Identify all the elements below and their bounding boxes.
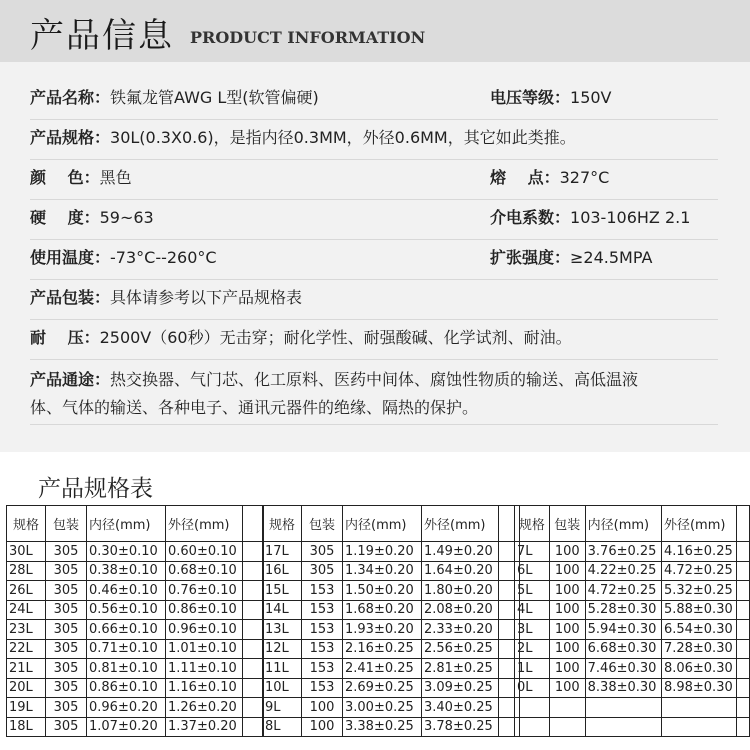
table-cell: 100 — [302, 698, 343, 718]
table-cell: 7.46±0.30 — [585, 659, 661, 679]
table-row — [263, 542, 520, 562]
table-row — [263, 717, 520, 737]
table-cell: 9L — [263, 698, 302, 718]
table-cell: 305 — [46, 581, 87, 601]
table-cell: 8.38±0.30 — [585, 678, 661, 698]
table-cell: 22L — [7, 639, 46, 659]
table-cell: 100 — [549, 581, 585, 601]
table-cell: 6.68±0.30 — [585, 639, 661, 659]
table-cell: 1.11±0.10 — [166, 659, 243, 679]
table-cell: 1.16±0.10 — [166, 678, 243, 698]
page-title: 产品信息 — [30, 16, 174, 56]
header-bar — [0, 0, 750, 62]
use-value-1: 热交换器、气门芯、化工原料、医药中间体、腐蚀性物质的输送、高低温液 — [110, 370, 639, 389]
table-cell: 10L — [263, 678, 302, 698]
table-cell: 17L — [263, 542, 302, 562]
table-cell: 5.32±0.25 — [661, 581, 736, 601]
tens-value: ≥24.5MPA — [570, 248, 653, 267]
table-row — [7, 581, 264, 601]
table-cell: 100 — [549, 639, 585, 659]
table-cell: 305 — [46, 561, 87, 581]
table-cell: 26L — [7, 581, 46, 601]
column-header: 内径(mm) — [585, 506, 661, 542]
table-cell: 1.19±0.20 — [343, 542, 422, 562]
voltage-value: 150V — [570, 88, 612, 107]
table-row — [263, 659, 520, 679]
name-value: 铁氟龙管AWG L型(软管偏硬) — [110, 88, 319, 107]
column-header: 规格 — [263, 506, 302, 542]
spec-table-title: 产品规格表 — [38, 476, 153, 502]
table-cell: 3.00±0.25 — [343, 698, 422, 718]
pack-label: 产品包装： — [30, 288, 111, 307]
table-row — [263, 600, 520, 620]
table-cell: 5L — [515, 581, 550, 601]
table-row — [263, 639, 520, 659]
table-cell: 153 — [302, 659, 343, 679]
table-cell: 3.78±0.25 — [422, 717, 499, 737]
table-cell: 0.81±0.10 — [87, 659, 166, 679]
table-cell: 19L — [7, 698, 46, 718]
table-cell: 0.68±0.10 — [166, 561, 243, 581]
table-cell: 2.08±0.20 — [422, 600, 499, 620]
table-cell — [661, 717, 736, 737]
table-cell: 20L — [7, 678, 46, 698]
table-cell: 0.76±0.10 — [166, 581, 243, 601]
spacer-cell — [243, 600, 264, 620]
table-cell: 3L — [515, 620, 550, 640]
table-cell: 2.41±0.25 — [343, 659, 422, 679]
spec-table-1 — [6, 505, 264, 737]
table-cell: 6.54±0.30 — [661, 620, 736, 640]
table-cell: 1L — [515, 659, 550, 679]
table-row — [515, 639, 750, 659]
info-row-name — [30, 85, 718, 120]
table-cell — [515, 698, 550, 718]
spacer-cell — [737, 581, 750, 601]
table-cell: 0.96±0.20 — [87, 698, 166, 718]
table-cell: 100 — [549, 600, 585, 620]
table-cell: 3.76±0.25 — [585, 542, 661, 562]
color-value: 黑色 — [99, 168, 132, 187]
table-row — [7, 678, 264, 698]
table-cell: 305 — [46, 600, 87, 620]
table-cell — [549, 717, 585, 737]
table-row — [7, 717, 264, 737]
press-label: 耐 压： — [30, 328, 100, 347]
table-cell: 305 — [302, 542, 343, 562]
column-header: 外径(mm) — [661, 506, 736, 542]
spacer-cell — [243, 659, 264, 679]
diel-value: 103-106HZ 2.1 — [570, 208, 691, 227]
table-cell: 3.09±0.25 — [422, 678, 499, 698]
table-cell: 0.71±0.10 — [87, 639, 166, 659]
column-header: 内径(mm) — [343, 506, 422, 542]
table-cell: 1.50±0.20 — [343, 581, 422, 601]
table-cell: 2.33±0.20 — [422, 620, 499, 640]
spacer-cell — [737, 600, 750, 620]
hard-value: 59~63 — [99, 208, 154, 227]
spacer-cell — [737, 717, 750, 737]
spacer-cell — [737, 542, 750, 562]
table-cell: 0.86±0.10 — [166, 600, 243, 620]
info-row-hardness — [30, 205, 718, 240]
table-cell: 28L — [7, 561, 46, 581]
table-cell: 2.81±0.25 — [422, 659, 499, 679]
table-cell: 153 — [302, 639, 343, 659]
page-subtitle: PRODUCT INFORMATION — [190, 28, 426, 47]
table-row — [515, 717, 750, 737]
table-cell: 2.56±0.25 — [422, 639, 499, 659]
table-cell: 4.72±0.25 — [661, 561, 736, 581]
spacer-cell — [737, 678, 750, 698]
spacer-cell — [737, 506, 750, 542]
table-cell: 8.06±0.30 — [661, 659, 736, 679]
spacer-cell — [737, 620, 750, 640]
table-cell: 0.96±0.10 — [166, 620, 243, 640]
info-row-pack — [30, 285, 718, 320]
table-cell: 305 — [46, 620, 87, 640]
table-cell: 1.34±0.20 — [343, 561, 422, 581]
column-header: 包装 — [46, 506, 87, 542]
table-cell: 0.30±0.10 — [87, 542, 166, 562]
spec-table-2 — [262, 505, 520, 737]
spacer-cell — [737, 639, 750, 659]
table-cell: 100 — [549, 659, 585, 679]
spacer-cell — [243, 506, 264, 542]
table-row — [515, 620, 750, 640]
table-row — [7, 698, 264, 718]
table-cell: 1.93±0.20 — [343, 620, 422, 640]
spacer-cell — [243, 561, 264, 581]
table-row — [515, 581, 750, 601]
table-cell: 4L — [515, 600, 550, 620]
table-cell — [515, 717, 550, 737]
melt-value: 327°C — [559, 168, 610, 187]
name-label: 产品名称： — [30, 88, 111, 107]
table-cell: 1.01±0.10 — [166, 639, 243, 659]
spec-table-3 — [514, 505, 750, 737]
table-row — [515, 542, 750, 562]
table-row — [263, 561, 520, 581]
table-cell: 23L — [7, 620, 46, 640]
voltage-label: 电压等级： — [490, 88, 571, 107]
table-cell: 24L — [7, 600, 46, 620]
diel-label: 介电系数： — [490, 208, 571, 227]
column-header: 外径(mm) — [166, 506, 243, 542]
table-header-row — [7, 506, 264, 542]
column-header: 规格 — [7, 506, 46, 542]
table-cell: 21L — [7, 659, 46, 679]
table-cell: 18L — [7, 717, 46, 737]
spacer-cell — [243, 620, 264, 640]
table-cell — [585, 717, 661, 737]
table-header-row — [515, 506, 750, 542]
table-cell: 0.66±0.10 — [87, 620, 166, 640]
table-cell: 6L — [515, 561, 550, 581]
table-row — [515, 659, 750, 679]
column-header: 包装 — [549, 506, 585, 542]
column-header: 包装 — [302, 506, 343, 542]
table-cell — [585, 698, 661, 718]
table-cell: 7.28±0.30 — [661, 639, 736, 659]
table-cell: 100 — [549, 542, 585, 562]
table-cell: 0.56±0.10 — [87, 600, 166, 620]
spacer-cell — [737, 561, 750, 581]
info-row-pressure — [30, 325, 718, 360]
table-cell: 305 — [46, 542, 87, 562]
table-cell: 305 — [46, 717, 87, 737]
table-row — [7, 639, 264, 659]
table-row — [263, 698, 520, 718]
spacer-cell — [737, 659, 750, 679]
table-cell: 305 — [46, 639, 87, 659]
table-cell: 305 — [302, 561, 343, 581]
table-cell: 5.28±0.30 — [585, 600, 661, 620]
column-header: 内径(mm) — [87, 506, 166, 542]
spec-value: 30L(0.3X0.6)，是指内径0.3MM，外径0.6MM，其它如此类推。 — [110, 128, 576, 147]
table-cell: 2.69±0.25 — [343, 678, 422, 698]
table-cell: 1.68±0.20 — [343, 600, 422, 620]
table-cell: 8L — [263, 717, 302, 737]
table-row — [7, 561, 264, 581]
table-cell: 2L — [515, 639, 550, 659]
spacer-cell — [243, 581, 264, 601]
table-cell: 15L — [263, 581, 302, 601]
table-cell: 153 — [302, 581, 343, 601]
info-row-spec — [30, 125, 718, 160]
table-cell: 0.60±0.10 — [166, 542, 243, 562]
table-cell: 4.22±0.25 — [585, 561, 661, 581]
info-row-temp — [30, 245, 718, 280]
table-cell: 13L — [263, 620, 302, 640]
table-cell: 305 — [46, 659, 87, 679]
tens-label: 扩张强度： — [490, 248, 571, 267]
table-cell: 4.16±0.25 — [661, 542, 736, 562]
table-row — [7, 659, 264, 679]
table-cell: 100 — [549, 678, 585, 698]
table-cell: 14L — [263, 600, 302, 620]
table-cell: 153 — [302, 600, 343, 620]
table-cell — [549, 698, 585, 718]
table-cell: 8.98±0.30 — [661, 678, 736, 698]
table-cell: 16L — [263, 561, 302, 581]
table-cell: 0L — [515, 678, 550, 698]
table-cell: 12L — [263, 639, 302, 659]
table-cell: 100 — [549, 561, 585, 581]
info-row-use — [30, 366, 718, 425]
table-cell: 3.40±0.25 — [422, 698, 499, 718]
pack-value: 具体请参考以下产品规格表 — [110, 288, 303, 307]
table-cell — [661, 698, 736, 718]
table-cell: 30L — [7, 542, 46, 562]
table-cell: 305 — [46, 698, 87, 718]
table-cell: 305 — [46, 678, 87, 698]
spacer-cell — [243, 717, 264, 737]
table-cell: 2.16±0.25 — [343, 639, 422, 659]
table-cell: 153 — [302, 678, 343, 698]
spacer-cell — [243, 542, 264, 562]
table-row — [263, 581, 520, 601]
table-cell: 100 — [549, 620, 585, 640]
table-cell: 1.64±0.20 — [422, 561, 499, 581]
table-cell: 1.37±0.20 — [166, 717, 243, 737]
table-row — [515, 698, 750, 718]
table-cell: 100 — [302, 717, 343, 737]
melt-label: 熔 点： — [490, 168, 560, 187]
table-cell: 1.07±0.20 — [87, 717, 166, 737]
hard-label: 硬 度： — [30, 208, 100, 227]
table-cell: 1.49±0.20 — [422, 542, 499, 562]
color-label: 颜 色： — [30, 168, 100, 187]
table-row — [263, 620, 520, 640]
table-cell: 1.80±0.20 — [422, 581, 499, 601]
use-value-2: 体、气体的输送、各种电子、通讯元器件的绝缘、隔热的保护。 — [30, 398, 479, 417]
use-label: 产品通途： — [30, 370, 111, 389]
table-row — [7, 600, 264, 620]
table-row — [515, 561, 750, 581]
table-cell: 1.26±0.20 — [166, 698, 243, 718]
info-row-color — [30, 165, 718, 200]
table-cell: 0.46±0.10 — [87, 581, 166, 601]
table-row — [263, 678, 520, 698]
table-cell: 3.38±0.25 — [343, 717, 422, 737]
column-header: 外径(mm) — [422, 506, 499, 542]
table-cell: 7L — [515, 542, 550, 562]
column-header: 规格 — [515, 506, 550, 542]
table-cell: 0.38±0.10 — [87, 561, 166, 581]
spacer-cell — [243, 639, 264, 659]
table-cell: 5.88±0.30 — [661, 600, 736, 620]
table-row — [515, 678, 750, 698]
table-cell: 0.86±0.10 — [87, 678, 166, 698]
spacer-cell — [737, 698, 750, 718]
spec-label: 产品规格： — [30, 128, 111, 147]
spacer-cell — [243, 678, 264, 698]
table-cell: 11L — [263, 659, 302, 679]
table-header-row — [263, 506, 520, 542]
spacer-cell — [243, 698, 264, 718]
temp-label: 使用温度： — [30, 248, 111, 267]
table-cell: 153 — [302, 620, 343, 640]
table-row — [7, 620, 264, 640]
table-row — [7, 542, 264, 562]
table-row — [515, 600, 750, 620]
temp-value: -73°C--260°C — [110, 248, 217, 267]
press-value: 2500V（60秒）无击穿；耐化学性、耐强酸碱、化学试剂、耐油。 — [99, 328, 572, 347]
table-cell: 4.72±0.25 — [585, 581, 661, 601]
table-cell: 5.94±0.30 — [585, 620, 661, 640]
